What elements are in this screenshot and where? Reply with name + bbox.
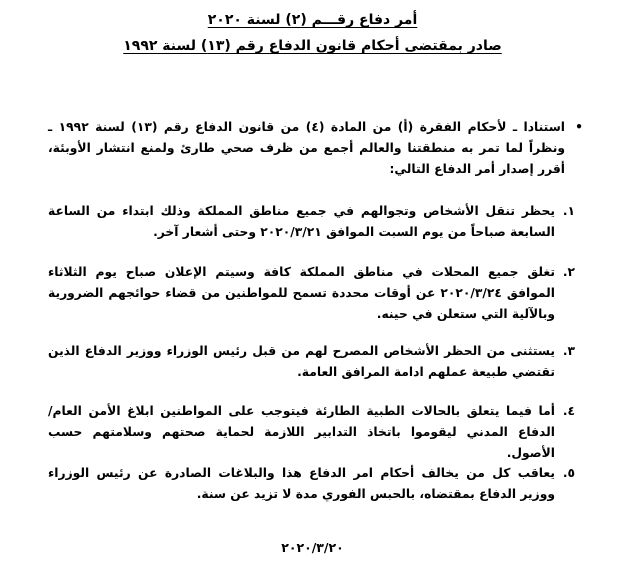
list-item [48,401,575,464]
intro-text: استنادا ـ لأحكام الفقرة (أ) من المادة (٤) من قانون الدفاع رقم (١٣) لسنة ١٩٩٢ ـ ونظراً لما تمر به منطقتنا والعالم أجمع من ظرف صحي طارئ ولمنع انتشار الأوبئة، أقرر إصدار أمر الدفاع التالي: [48,120,566,176]
item-number: ١. [562,204,575,218]
item-number: ٣. [562,344,575,358]
bullet-icon: • [575,120,583,134]
item-text: يعاقب كل من يخالف أحكام امر الدفاع هذا والبلاغات الصادرة عن رئيس الوزراء ووزير الدفاع بمقتضاه، بالحبس الفوري مدة لا تزيد عن سنة. [48,466,555,501]
intro-paragraph [48,117,583,180]
item-text: تغلق جميع المحلات في مناطق المملكة كافة وسيتم الإعلان صباح يوم الثلاثاء الموافق ٢٠٢٠/٣/٢٤ عن أوقات محددة تسمح للمواطنين من قضاء حوائجهم الضرورية وبالآلية التي ستعلن في حينه. [48,265,556,321]
list-item [48,341,575,383]
list-item [48,262,575,325]
document-subtitle: صادر بمقتضى أحكام قانون الدفاع رقم (١٣) لسنة ١٩٩٢ [123,38,502,54]
item-text: يستثنى من الحظر الأشخاص المصرح لهم من قبل رئيس الوزراء ووزير الدفاع الذين تقتضي طبيعة عملهم ادامة المرافق العامة. [48,344,555,379]
item-number: ٢. [562,265,575,279]
item-number: ٤. [562,404,575,418]
item-number: ٥. [562,466,575,480]
item-text: أما فيما يتعلق بالحالات الطبية الطارئة فيتوجب على المواطنين ابلاغ الأمن العام/الدفاع المدني ليقوموا باتخاذ التدابير اللازمة لحماية صحتهم وسلامتهم حسب الأصول. [48,404,555,460]
list-item [48,201,575,243]
document-title: أمر دفاع رقـــم (٢) لسنة ٢٠٢٠ [207,12,418,28]
item-text: يحظر تنقل الأشخاص وتجوالهم في جميع مناطق المملكة وذلك ابتداء من الساعة السابعة صباحاً من يوم السبت الموافق ٢٠٢٠/٣/٢١ وحتى أشعار آخر. [48,204,555,239]
document-date: ٢٠٢٠/٣/٢٠ [281,540,344,555]
list-item [48,463,575,505]
